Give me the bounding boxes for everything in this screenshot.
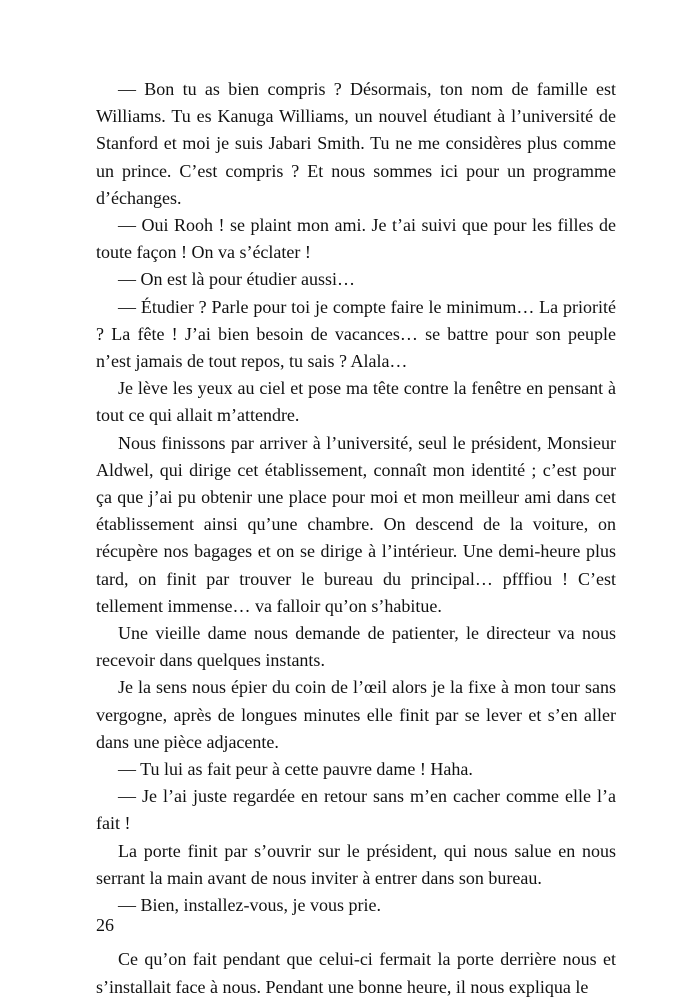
paragraph: Je la sens nous épier du coin de l’œil alors je la fixe à mon tour sans vergogne, après de longues minutes elle finit par se lever et s’en aller dans une pièce adjacente. <box>96 677 616 752</box>
paragraph: — Je l’ai juste regardée en retour sans m’en cacher comme elle l’a fait ! <box>96 786 616 834</box>
body-text <box>96 76 616 1001</box>
page-number: 26 <box>96 915 114 935</box>
paragraph: — Bien, installez-vous, je vous prie. <box>118 895 381 916</box>
paragraph: Une vieille dame nous demande de patienter, le directeur va nous recevoir dans quelques instants. <box>96 623 616 671</box>
paragraph: — Tu lui as fait peur à cette pauvre dame ! Haha. <box>118 759 473 780</box>
paragraph: — Oui Rooh ! se plaint mon ami. Je t’ai suivi que pour les filles de toute façon ! On va s’éclater ! <box>96 215 616 263</box>
paragraph: Ce qu’on fait pendant que celui-ci fermait la porte derrière nous et s’installait face à nous. Pendant une bonne heure, il nous expliqua le <box>96 949 616 997</box>
paragraph: — On est là pour étudier aussi… <box>118 269 355 290</box>
paragraph: La porte finit par s’ouvrir sur le président, qui nous salue en nous serrant la main avant de nous inviter à entrer dans son bureau. <box>96 840 616 888</box>
paragraph: — Bon tu as bien compris ? Désormais, ton nom de famille est Williams. Tu es Kanuga Williams, un nouvel étudiant à l’université de Stanford et moi je suis Jabari Smith. Tu ne me considères plus comme un prince. C’est compris ? Et nous sommes ici pour un programme d’échanges. <box>96 79 616 208</box>
paragraph: — Étudier ? Parle pour toi je compte faire le minimum… La priorité ? La fête ! J’ai bien besoin de vacances… se battre pour son peuple n’est jamais de tout repos, tu sais ? Alala… <box>96 296 616 372</box>
paragraph: Nous finissons par arriver à l’université, seul le président, Monsieur Aldwel, qui dirige cet établissement, connaît mon identité ; c’est pour ça que j’ai pu obtenir une place pour moi et mon meilleur ami dans cet établissement ainsi qu’une chambre. On descend de la voiture, on récupère nos bagages et on se dirige à l’intérieur. Une demi-heure plus tard, on finit par trouver le bureau du principal… pfffiou ! C’est tellement immense… va falloir qu’on s’habitue. <box>96 432 616 616</box>
paragraph: Je lève les yeux au ciel et pose ma tête contre la fenêtre en pensant à tout ce qui allait m’attendre. <box>96 378 616 426</box>
